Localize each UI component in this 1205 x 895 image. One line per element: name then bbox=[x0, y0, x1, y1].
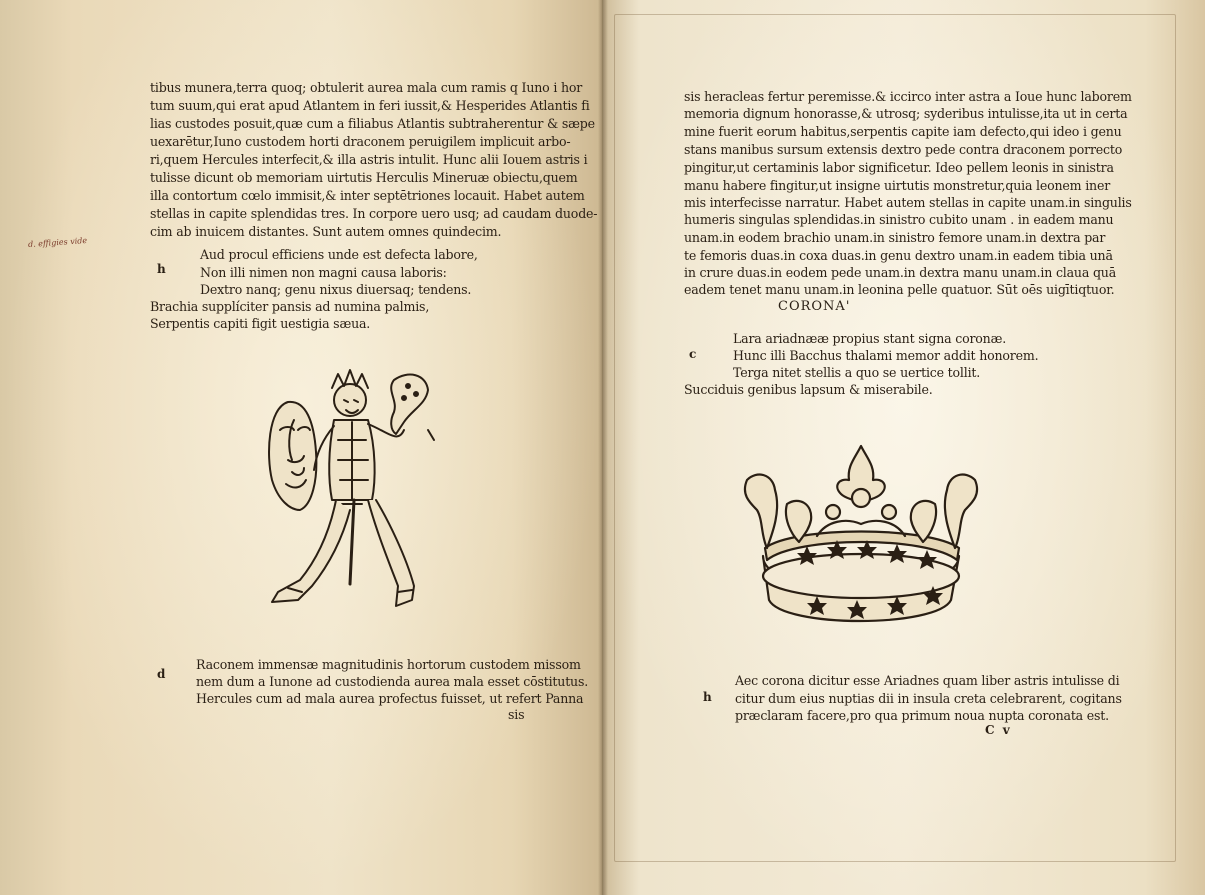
text-line: manu habere fingitur,ut insigne uirtutis monstretur,quia leonem iner bbox=[684, 178, 1111, 193]
text-line: præclaram facere,pro qua primum noua nupta coronata est. bbox=[735, 708, 1109, 723]
text-line: Raconem immensæ magnitudinis hortorum custodem missom bbox=[196, 657, 581, 672]
verse-line: Succiduis genibus lapsum & miserabile. bbox=[684, 382, 933, 397]
signature-mark: C v bbox=[985, 723, 1012, 737]
text-line: mis interfecisse narratur. Habet autem stellas in capite unam.in singulis bbox=[684, 195, 1132, 210]
verse-line: Non illi nimen non magni causa laboris: bbox=[200, 265, 447, 280]
text-line: illa contortum cœlo immisit,& inter septētriones locauit. Habet autem bbox=[150, 188, 585, 203]
text-line: in crure duas.in eodem pede unam.in dextra manu unam.in claua quā bbox=[684, 265, 1117, 280]
bottom-marker: h bbox=[703, 690, 712, 704]
text-line: memoria dignum honorasse,& utrosq; syderibus intulisse,ita ut in certa bbox=[684, 106, 1128, 121]
verse-line: Lara ariadnææ propius stant signa coronæ. bbox=[733, 331, 1007, 346]
text-line: uexarētur,Iuno custodem horti draconem peruigilem implicuit arbo- bbox=[150, 134, 571, 149]
verse-line: Brachia supplíciter pansis ad numina palmis, bbox=[150, 299, 430, 314]
verse-line: Terga nitet stellis a quo se uertice tollit. bbox=[733, 365, 981, 380]
verse-line: Aud procul efficiens unde est defecta labore, bbox=[200, 247, 478, 262]
text-line: humeris singulas splendidas.in sinistro cubito unam . in eadem manu bbox=[684, 212, 1114, 227]
text-line: mine fuerit eorum habitus,serpentis capite iam defecto,qui ideo i genu bbox=[684, 124, 1122, 139]
text-line: Hercules cum ad mala aurea profectus fuisset, ut refert Panna bbox=[196, 691, 584, 706]
text-line: tibus munera,terra quoq; obtulerit aurea mala cum ramis q Iuno i hor bbox=[150, 80, 583, 95]
text-line: pingitur,ut certaminis labor significetur. Ideo pellem leonis in sinistra bbox=[684, 160, 1114, 175]
text-line: ri,quem Hercules interfecit,& illa astris intulit. Hunc alii Iouem astris i bbox=[150, 152, 588, 167]
left-page bbox=[0, 0, 602, 895]
verse-line: Serpentis capiti figit uestigia sæua. bbox=[150, 316, 371, 331]
text-line: tum suum,qui erat apud Atlantem in feri iussit,& Hesperides Atlantis fi bbox=[150, 98, 590, 113]
section-heading: CORONA' bbox=[778, 299, 851, 314]
verse-line: Dextro nanq; genu nixus diuersaq; tendens. bbox=[200, 282, 472, 297]
text-line: unam.in eodem brachio unam.in sinistro femore unam.in dextra par bbox=[684, 230, 1106, 245]
catchword: sis bbox=[508, 707, 525, 722]
text-line: Aec corona dicitur esse Ariadnes quam liber astris intulisse di bbox=[735, 673, 1120, 688]
verse-line: Hunc illi Bacchus thalami memor addit honorem. bbox=[733, 348, 1039, 363]
text-line: sis heracleas fertur peremisse.& iccirco inter astra a Ioue hunc laborem bbox=[684, 89, 1132, 104]
book-gutter bbox=[598, 0, 608, 895]
text-line: te femoris duas.in coxa duas.in genu dextro unam.in eadem tibia unā bbox=[684, 248, 1113, 263]
hercules-woodcut bbox=[258, 360, 448, 618]
text-line: lias custodes posuit,quæ cum a filiabus Atlantis subtraherentur & sæpe bbox=[150, 116, 595, 131]
corona-crown-woodcut bbox=[737, 440, 983, 626]
text-line: citur dum eius nuptias dii in insula creta celebrarent, cogitans bbox=[735, 691, 1122, 706]
right-page bbox=[603, 0, 1205, 895]
handwritten-margin-note: d. effigies vide bbox=[27, 235, 88, 250]
verse-marker: c bbox=[689, 347, 697, 361]
text-line: stellas in capite splendidas tres. In corpore uero usq; ad caudam duode- bbox=[150, 206, 598, 221]
text-line: tulisse dicunt ob memoriam uirtutis Herculis Mineruæ obiectu,quem bbox=[150, 170, 578, 185]
text-line: nem dum a Iunone ad custodienda aurea mala esset cōstitutus. bbox=[196, 674, 589, 689]
bottom-marker: d bbox=[157, 667, 166, 681]
text-line: eadem tenet manu unam.in leonina pelle quatuor. Sūt oēs uigītiqtuor. bbox=[684, 282, 1115, 297]
verse-marker: h bbox=[157, 262, 166, 276]
text-line: stans manibus sursum extensis dextro pede contra draconem porrecto bbox=[684, 142, 1123, 157]
text-line: cim ab inuicem distantes. Sunt autem omnes quindecim. bbox=[150, 224, 502, 239]
